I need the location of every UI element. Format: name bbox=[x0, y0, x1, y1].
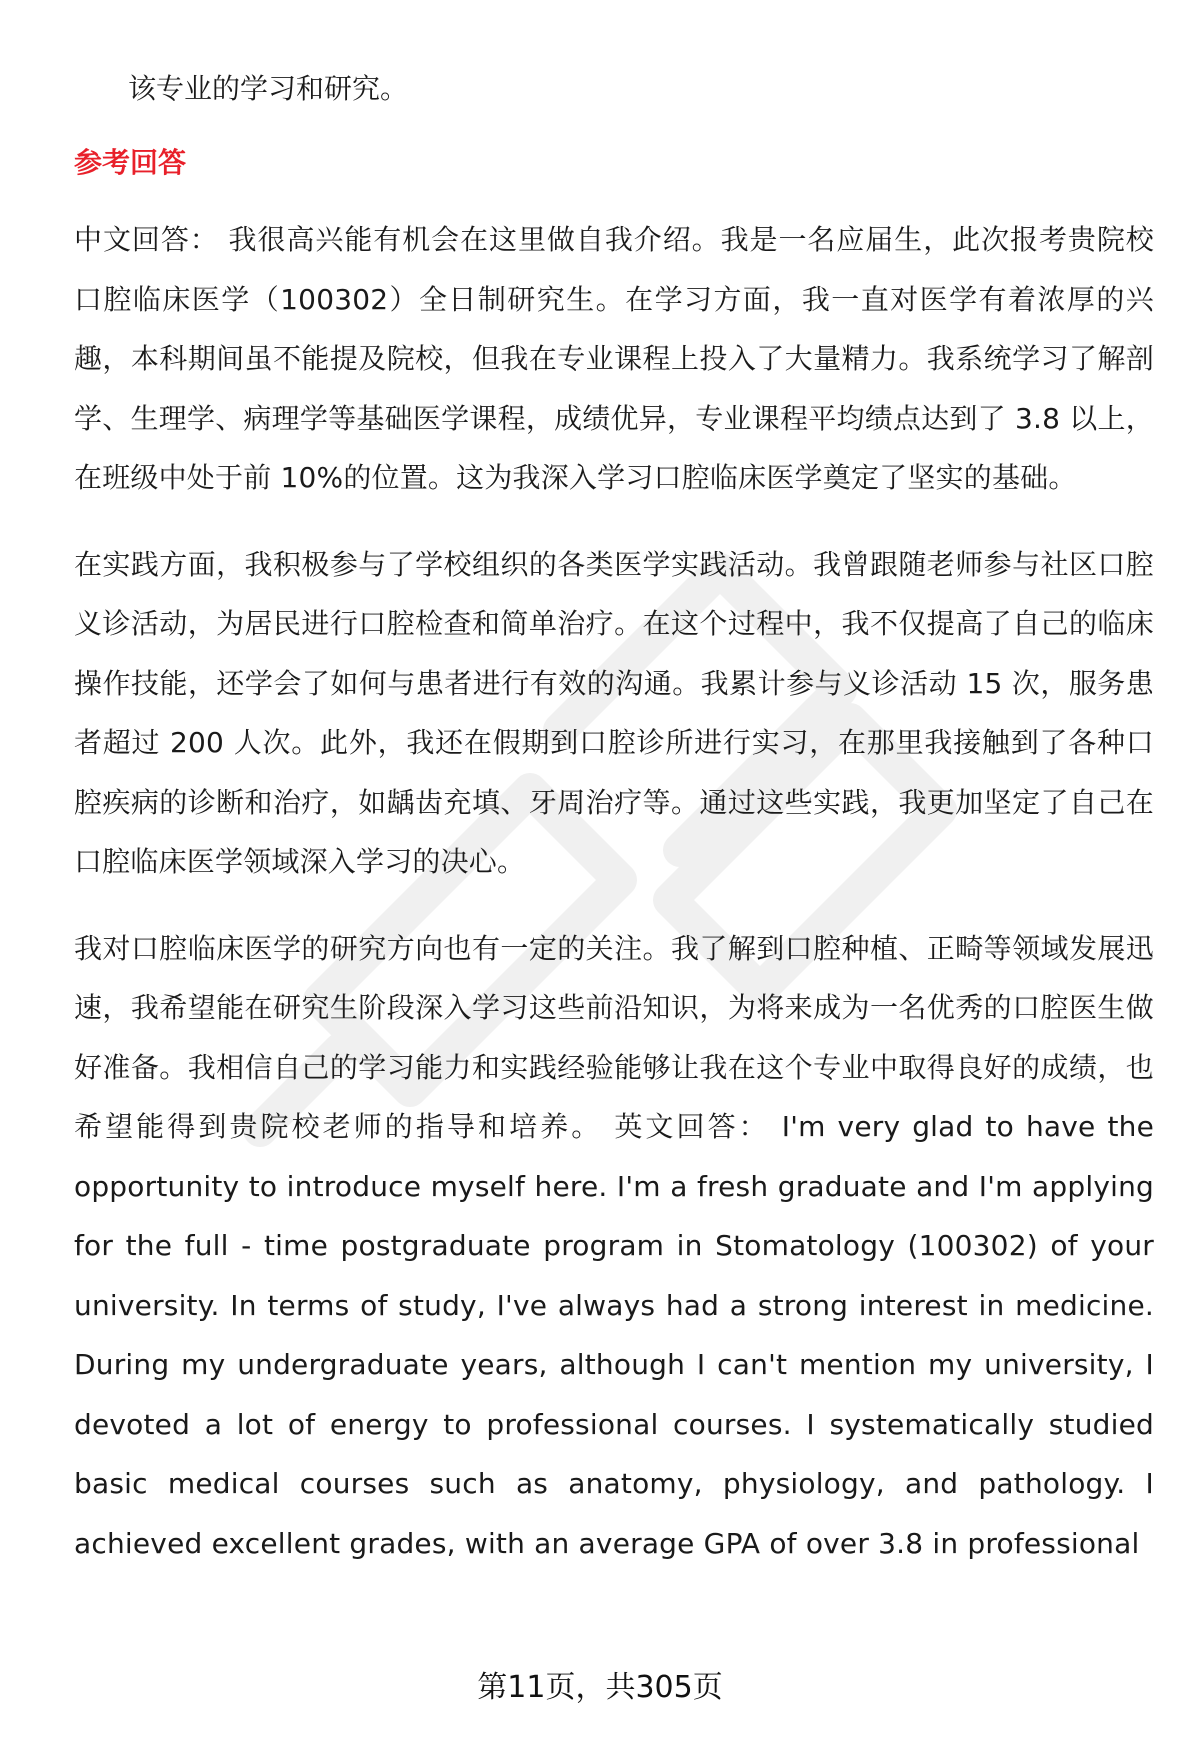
page-number-footer: 第11页，共305页 bbox=[477, 1670, 723, 1705]
paragraph-practice: 在实践方面，我积极参与了学校组织的各类医学实践活动。我曾跟随老师参与社区口腔义诊活动，为居民进行口腔检查和简单治疗。在这个过程中，我不仅提高了自己的临床操作技能，还学会了如何与患者进行有效的沟通。我累计参与义诊活动 15 次，服务患者超过 200 人次。此外，我还在假期到口腔诊所进行实习，在那里我接触到了各种口腔疾病的诊断和治疗，如龋齿充填、牙周治疗等。通过这些实践，我更加坚定了自己在口腔临床医学领域深入学习的决心。 bbox=[74, 547, 1154, 878]
document-body bbox=[74, 60, 1154, 1600]
paragraph-research-and-english: 我对口腔临床医学的研究方向也有一定的关注。我了解到口腔种植、正畸等领域发展迅速，我希望能在研究生阶段深入学习这些前沿知识，为将来成为一名优秀的口腔医生做好准备。我相信自己的学习能力和实践经验能够让我在这个专业中取得良好的成绩，也希望能得到贵院校老师的指导和培养。 英文回答： I'm very glad to have the opportunity to introduce myself here. I'm a fresh graduate and I'm applying for the full - time postgraduate program in Stomatology (100302) of your university. In terms of study, I've always had a strong interest in medicine. During my undergraduate years, although I can't mention my university, I devoted a lot of energy to professional courses. I systematically studied basic medical courses such as anatomy, physiology, and pathology. I achieved excellent grades, with an average GPA of over 3.8 in professional bbox=[74, 931, 1154, 1560]
paragraph-intro: 中文回答： 我很高兴能有机会在这里做自我介绍。我是一名应届生，此次报考贵院校口腔临床医学（100302）全日制研究生。在学习方面，我一直对医学有着浓厚的兴趣，本科期间虽不能提及院校，但我在专业课程上投入了大量精力。我系统学习了解剖学、生理学、病理学等基础医学课程，成绩优异，专业课程平均绩点达到了 3.8 以上，在班级中处于前 10%的位置。这为我深入学习口腔临床医学奠定了坚实的基础。 bbox=[74, 223, 1154, 494]
continuation-line: 该专业的学习和研究。 bbox=[128, 72, 409, 105]
section-heading-reference-answer: 参考回答 bbox=[74, 146, 187, 179]
